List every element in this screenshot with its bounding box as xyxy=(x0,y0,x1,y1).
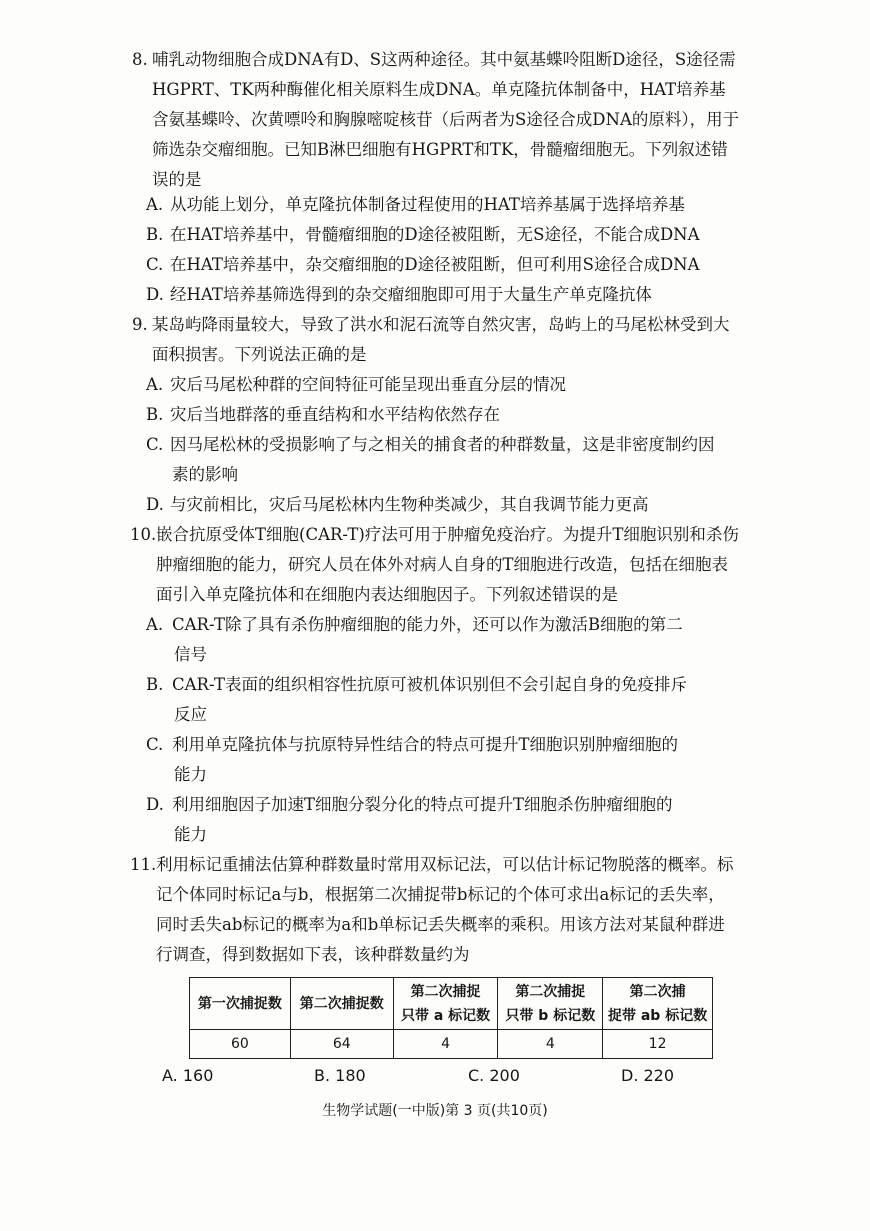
option-text: 利用细胞因子加速T细胞分裂分化的特点可提升T细胞杀伤肿瘤细胞的 xyxy=(172,795,673,814)
table-header-cell: 第一次捕捉数 xyxy=(190,978,291,1030)
question-9 xyxy=(132,310,742,370)
question-number: 8. xyxy=(132,50,148,69)
option-label: D. xyxy=(146,495,164,514)
answer-d: D. 220 xyxy=(621,1066,675,1085)
option-text: 利用单克隆抗体与抗原特异性结合的特点可提升T细胞识别肿瘤细胞的 xyxy=(172,735,679,754)
option-label: C. xyxy=(146,735,164,754)
option-a xyxy=(146,370,746,400)
table-cell: 4 xyxy=(498,1030,603,1059)
option-label: B. xyxy=(146,675,164,694)
option-d xyxy=(146,790,746,850)
table-row xyxy=(190,1030,713,1059)
option-label: B. xyxy=(146,225,164,244)
option-text: 经HAT培养基筛选得到的杂交瘤细胞即可用于大量生产单克隆抗体 xyxy=(170,285,652,304)
table-cell: 12 xyxy=(603,1030,713,1059)
data-table xyxy=(189,977,713,1059)
option-text-continued: 能力 xyxy=(174,825,207,844)
option-text: 与灾前相比，灾后马尾松林内生物种类减少，其自我调节能力更高 xyxy=(170,495,649,514)
option-a xyxy=(146,610,746,670)
question-stem: 嵌合抗原受体T细胞(CAR-T)疗法可用于肿瘤免疫治疗。为提升T细胞识别和杀伤肿瘤细胞的能力，研究人员在体外对病人自身的T细胞进行改造，包括在细胞表面引入单克隆抗体和在细胞内表达细胞因子。下列叙述错误的是 xyxy=(156,525,739,604)
option-label: A. xyxy=(146,195,164,214)
question-stem: 哺乳动物细胞合成DNA有D、S这两种途径。其中氨基蝶呤阻断D途径，S途径需HGPRT、TK两种酶催化相关原料生成DNA。单克隆抗体制备中，HAT培养基含氨基蝶呤、次黄嘌呤和胸腺嘧啶核苷（后两者为S途径合成DNA的原料），用于筛选杂交瘤细胞。已知B淋巴细胞有HGPRT和TK，骨髓瘤细胞无。下列叙述错误的是 xyxy=(152,50,740,189)
answer-c: C. 200 xyxy=(468,1066,520,1085)
table-header-cell: 第二次捕捉 只带 b 标记数 xyxy=(498,978,603,1030)
table-header-row xyxy=(190,978,713,1030)
option-b xyxy=(146,220,746,250)
option-text: 从功能上划分，单克隆抗体制备过程使用的HAT培养基属于选择培养基 xyxy=(170,195,685,214)
option-d xyxy=(146,490,746,520)
question-stem: 利用标记重捕法估算种群数量时常用双标记法，可以估计标记物脱落的概率。标记个体同时标记a与b，根据第二次捕捉带b标记的个体可求出a标记的丢失率，同时丢失ab标记的概率为a和b单标记丢失概率的乘积。用该方法对某鼠种群进行调查，得到数据如下表，该种群数量约为 xyxy=(156,855,734,964)
question-stem: 某岛屿降雨量较大，导致了洪水和泥石流等自然灾害，岛屿上的马尾松林受到大面积损害。下列说法正确的是 xyxy=(152,315,730,364)
answer-a: A. 160 xyxy=(162,1066,214,1085)
option-label: A. xyxy=(146,375,164,394)
option-label: B. xyxy=(146,405,164,424)
question-number: 9. xyxy=(132,315,148,334)
option-text-continued: 信号 xyxy=(174,645,207,664)
table-header-cell: 第二次捕捉 只带 a 标记数 xyxy=(393,978,498,1030)
table-header-cell: 第二次捕捉数 xyxy=(290,978,393,1030)
page-footer: 生物学试题(一中版)第 3 页(共10页) xyxy=(322,1103,548,1119)
option-c xyxy=(146,430,746,490)
option-label: C. xyxy=(146,255,164,274)
answer-b: B. 180 xyxy=(314,1066,366,1085)
option-text: 因马尾松林的受损影响了与之相关的捕食者的种群数量，这是非密度制约因 xyxy=(170,435,715,454)
question-number: 11. xyxy=(130,855,157,874)
question-10 xyxy=(130,520,740,610)
option-b xyxy=(146,400,746,430)
table-cell: 64 xyxy=(290,1030,393,1059)
option-d xyxy=(146,280,746,310)
option-text-continued: 反应 xyxy=(174,705,207,724)
option-c xyxy=(146,730,746,790)
option-text-continued: 素的影响 xyxy=(172,465,238,484)
option-label: A. xyxy=(146,615,164,634)
option-b xyxy=(146,670,746,730)
question-number: 10. xyxy=(130,525,157,544)
option-c xyxy=(146,250,746,280)
option-text: CAR-T表面的组织相容性抗原可被机体识别但不会引起自身的免疫排斥 xyxy=(172,675,687,694)
option-text: 灾后马尾松种群的空间特征可能呈现出垂直分层的情况 xyxy=(170,375,566,394)
option-label: D. xyxy=(146,285,164,304)
option-a xyxy=(146,190,746,220)
option-label: C. xyxy=(146,435,164,454)
question-8 xyxy=(132,45,742,195)
table-cell: 60 xyxy=(190,1030,291,1059)
option-text: CAR-T除了具有杀伤肿瘤细胞的能力外，还可以作为激活B细胞的第二 xyxy=(172,615,683,634)
option-text-continued: 能力 xyxy=(174,765,207,784)
option-label: D. xyxy=(146,795,164,814)
option-text: 灾后当地群落的垂直结构和水平结构依然存在 xyxy=(170,405,500,424)
question-11 xyxy=(130,850,740,970)
option-text: 在HAT培养基中，骨髓瘤细胞的D途径被阻断，无S途径，不能合成DNA xyxy=(170,225,700,244)
option-text: 在HAT培养基中，杂交瘤细胞的D途径被阻断，但可利用S途径合成DNA xyxy=(170,255,700,274)
table-header-cell: 第二次捕 捉带 ab 标记数 xyxy=(603,978,713,1030)
table-cell: 4 xyxy=(393,1030,498,1059)
